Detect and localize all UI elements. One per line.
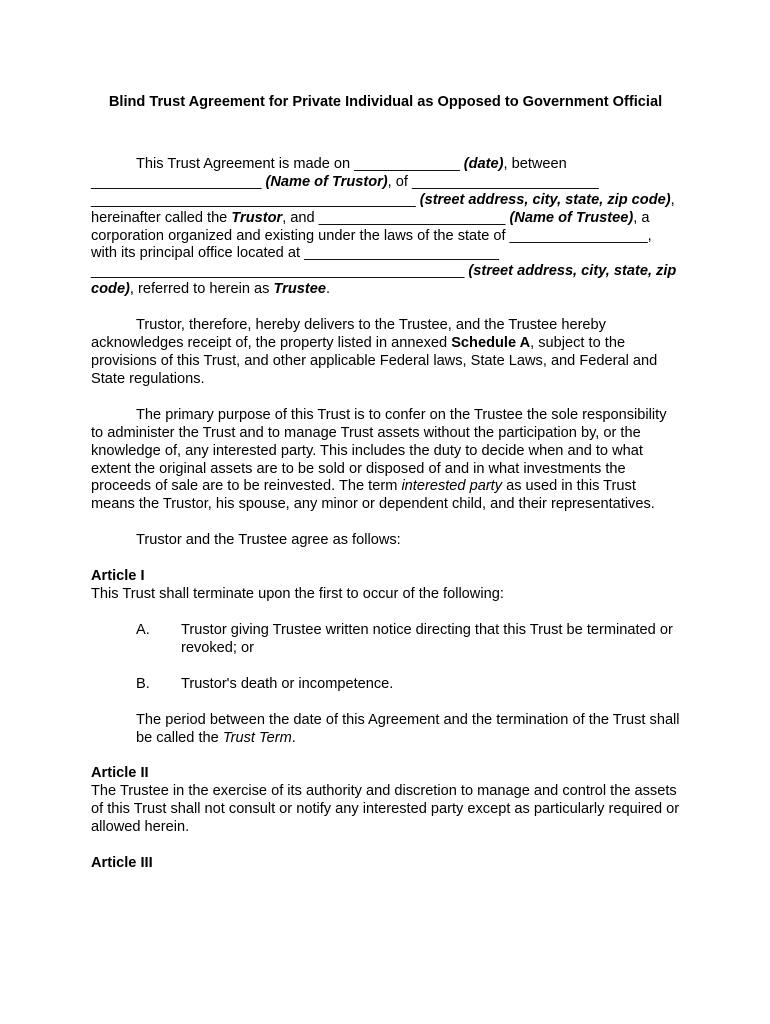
list-item	[136, 622, 680, 658]
trustor-address-label: (street address, city, state, zip code)	[419, 191, 671, 208]
interested-party-term: interested party	[401, 478, 503, 495]
intro-text: , of _______________________ ________________________________________	[91, 173, 599, 208]
intro-text: , between _____________________	[91, 155, 567, 190]
trustor-name-label: (Name of Trustor)	[265, 173, 388, 190]
list-item-text: Trustor giving Trustee written notice directing that this Trust be terminated or revoked; or	[181, 621, 673, 656]
trustor-term: Trustor	[231, 209, 283, 226]
list-item	[136, 676, 680, 694]
article-3-heading: Article III	[91, 855, 153, 872]
trustee-address-label: (street address, city, state, zip code)	[91, 263, 677, 298]
trustee-name-label: (Name of Trustee)	[509, 209, 634, 226]
intro-text: , a corporation organized and existing under the laws of the state of _________________, with its principal office located at ________________________ ______________________________________________	[91, 209, 652, 280]
purpose-paragraph	[91, 407, 680, 514]
article-2-heading: Article II	[91, 765, 149, 782]
purpose-text: as used in this Trust means the Trustor, his spouse, any minor or dependent child, and their representatives.	[91, 478, 655, 513]
date-label: (date)	[463, 155, 504, 172]
delivery-text: , subject to the provisions of this Trust, and other applicable Federal laws, State Laws, and Federal and State regulations.	[91, 335, 658, 387]
article-2-text: The Trustee in the exercise of its authority and discretion to manage and control the assets of this Trust shall not consult or notify any interested party except as particularly required or allowed herein.	[91, 783, 680, 836]
intro-text: .	[325, 281, 331, 298]
trust-term-text: .	[291, 729, 296, 746]
trustee-term: Trustee	[273, 281, 326, 298]
agreement-lead-paragraph: Trustor and the Trustee agree as follows:	[136, 532, 401, 549]
list-item-letter: A.	[136, 621, 150, 638]
purpose-text: The primary purpose of this Trust is to confer on the Trustee the sole responsibility to administer the Trust and to manage Trust assets without the participation by, or the knowledge of, any interested party. This includes the duty to decide when and to what extent the original assets are to be sold or disposed of and in what investments the proceeds of sale are to be reinvested. The term	[91, 406, 667, 495]
article-1-lead: This Trust shall terminate upon the first to occur of the following:	[91, 586, 504, 603]
intro-paragraph	[91, 156, 680, 299]
intro-text: , and _______________________	[282, 209, 510, 226]
list-item-text: Trustor's death or incompetence.	[181, 675, 394, 692]
delivery-paragraph	[91, 317, 680, 389]
trust-term-text: The period between the date of this Agreement and the termination of the Trust shall be called the	[136, 711, 680, 746]
intro-text: , referred to herein as	[129, 281, 274, 298]
intro-text: , hereinafter called the	[91, 191, 675, 226]
list-item-letter: B.	[136, 675, 150, 692]
document-title: Blind Trust Agreement for Private Individual as Opposed to Government Official	[108, 94, 663, 110]
schedule-a-term: Schedule A	[451, 335, 531, 352]
intro-text: This Trust Agreement is made on _____________	[136, 155, 464, 172]
trust-term-term: Trust Term	[222, 729, 292, 746]
delivery-text: Trustor, therefore, hereby delivers to the Trustee, and the Trustee hereby acknowledges receipt of, the property listed in annexed	[91, 317, 606, 352]
trust-term-paragraph	[136, 712, 680, 748]
article-1-heading: Article I	[91, 568, 145, 585]
